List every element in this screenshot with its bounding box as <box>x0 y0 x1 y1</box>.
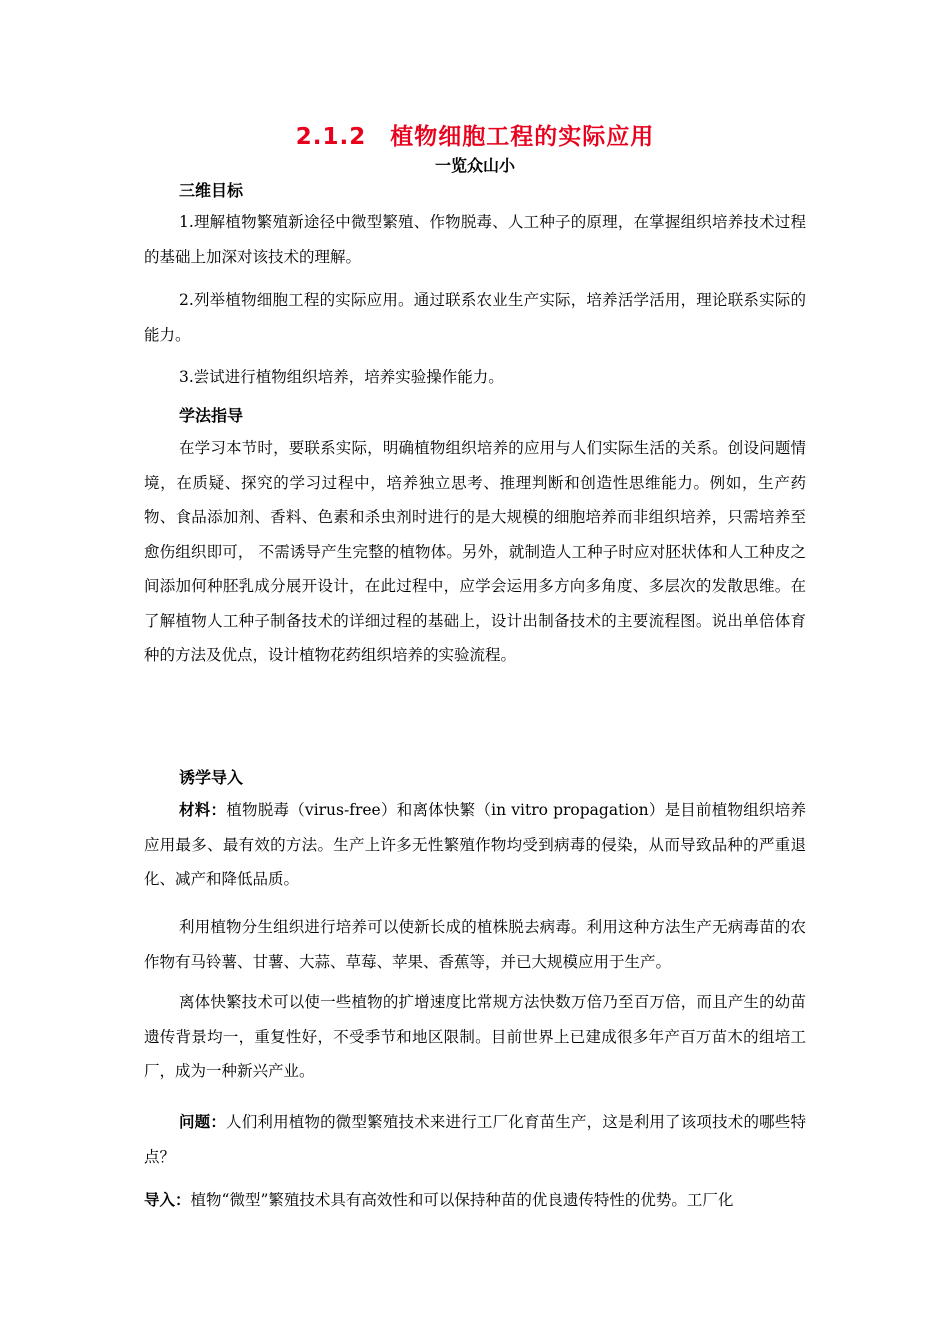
question-text: 人们利用植物的微型繁殖技术来进行工厂化育苗生产，这是利用了该项技术的哪些特点？ <box>144 1113 806 1166</box>
material-paragraph <box>144 793 806 897</box>
lead-paragraph <box>144 1183 806 1218</box>
goal-item-1: 1.理解植物繁殖新途径中微型繁殖、作物脱毒、人工种子的原理，在掌握组织培养技术过程的基础上加深对该技术的理解。 <box>144 213 806 266</box>
section-heading-goals: 三维目标 <box>179 181 244 200</box>
material-label: 材料： <box>179 801 227 819</box>
page-subtitle: 一览众山小 <box>434 156 515 175</box>
section-heading-method: 学法指导 <box>179 406 244 425</box>
section-heading-intro: 诱学导入 <box>179 768 244 787</box>
goal-item-2: 2.列举植物细胞工程的实际应用。通过联系农业生产实际，培养活学活用，理论联系实际的能力。 <box>144 291 806 344</box>
question-label: 问题： <box>179 1113 227 1131</box>
intro-paragraph-2: 利用植物分生组织进行培养可以使新长成的植株脱去病毒。利用这种方法生产无病毒苗的农作物有马铃薯、甘薯、大蒜、草莓、苹果、香蕉等，并已大规模应用于生产。 <box>144 918 806 971</box>
intro-paragraph-3: 离体快繁技术可以使一些植物的扩增速度比常规方法快数万倍乃至百万倍，而且产生的幼苗遗传背景均一，重复性好，不受季节和地区限制。目前世界上已建成很多年产百万苗木的组培工厂，成为一种新兴产业。 <box>144 993 806 1080</box>
method-paragraph: 在学习本节时，要联系实际，明确植物组织培养的应用与人们实际生活的关系。创设问题情境，在质疑、探究的学习过程中，培养独立思考、推理判断和创造性思维能力。例如，生产药物、食品添加剂、香料、色素和杀虫剂时进行的是大规模的细胞培养而非组织培养，只需培养至愈伤组织即可， 不需诱导产生完整的植物体。另外，就制造人工种子时应对胚状体和人工种皮之间添加何种胚乳成分展开设计，在此过程中，应学会运用多方向多角度、多层次的发散思维。在了解植物人工种子制备技术的详细过程的基础上，设计出制备技术的主要流程图。说出单倍体育种的方法及优点，设计植物花药组织培养的实验流程。 <box>144 439 806 664</box>
lead-text: 植物“微型”繁殖技术具有高效性和可以保持种苗的优良遗传特性的优势。工厂化 <box>190 1191 734 1209</box>
question-paragraph <box>144 1105 806 1174</box>
goal-item-3: 3.尝试进行植物组织培养，培养实验操作能力。 <box>179 368 504 386</box>
material-text: 植物脱毒（virus-free）和离体快繁（in vitro propagation）是目前植物组织培养应用最多、最有效的方法。生产上许多无性繁殖作物均受到病毒的侵染，从而导致品种的严重退化、减产和降低品质。 <box>144 801 806 888</box>
lead-label: 导入： <box>144 1191 191 1209</box>
page-title: 2.1.2 植物细胞工程的实际应用 <box>295 124 655 150</box>
